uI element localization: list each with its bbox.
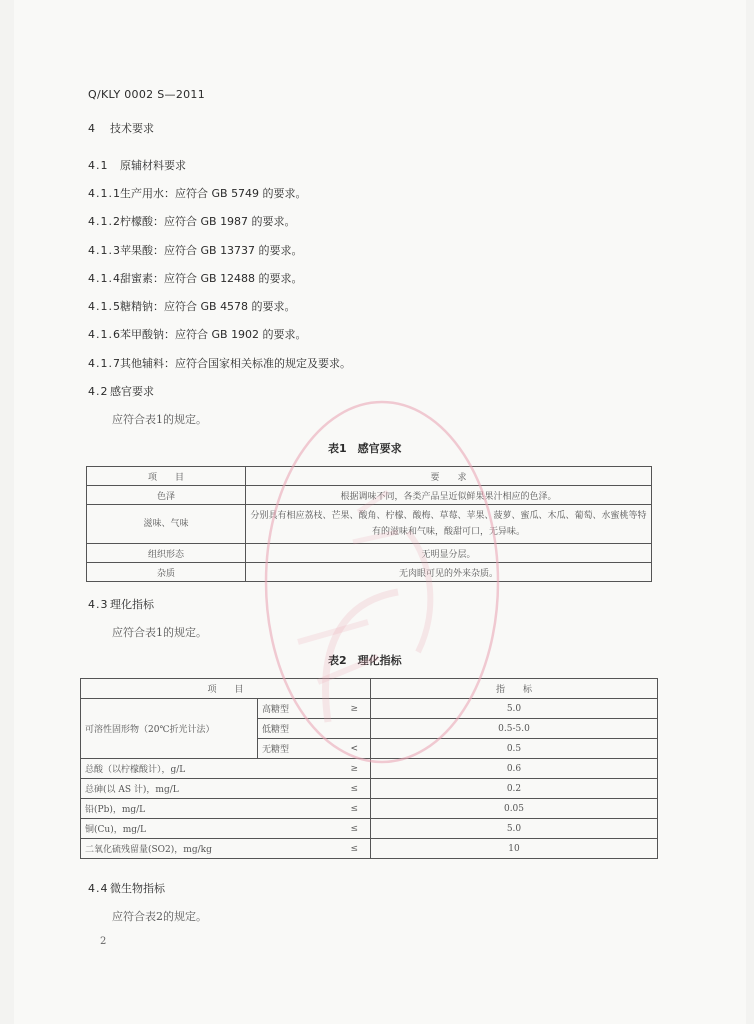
- table-cell: 根据调味不同，各类产品呈近似鲜果果汁相应的色泽。: [246, 486, 652, 505]
- section-4-4-heading: 4.4 微生物指标: [88, 882, 165, 895]
- clause-4-1-2: 4.1.2柠檬酸：应符合 GB 1987 的要求。: [88, 215, 296, 228]
- table-cell: ≤: [338, 799, 371, 819]
- table-cell: 滋味、气味: [87, 505, 246, 544]
- table-cell: 无肉眼可见的外来杂质。: [246, 563, 652, 582]
- section-4-2-heading: 4.2 感官要求: [88, 385, 154, 398]
- section-4-heading: 4 技术要求: [88, 122, 154, 135]
- standard-number: Q/KLY 0002 S—2011: [88, 88, 206, 101]
- table-cell: 10: [371, 839, 658, 859]
- table-header-cell: 项 目: [81, 679, 371, 699]
- sensory-table: [86, 466, 652, 582]
- clause-4-1-4: 4.1.4甜蜜素：应符合 GB 12488 的要求。: [88, 272, 303, 285]
- table-cell: 0.5: [371, 739, 658, 759]
- table-cell: 铜(Cu)，mg/L: [81, 819, 339, 839]
- table-row: [81, 779, 658, 799]
- table-row: [81, 699, 658, 719]
- table-cell: 5.0: [371, 819, 658, 839]
- table-header-cell: 要 求: [246, 467, 652, 486]
- table-row: [81, 819, 658, 839]
- clause-4-1-7: 4.1.7其他辅料：应符合国家相关标准的规定及要求。: [88, 357, 351, 370]
- table-cell: 杂质: [87, 563, 246, 582]
- table-row: [87, 544, 652, 563]
- table-cell: 0.2: [371, 779, 658, 799]
- table-row: [87, 563, 652, 582]
- table-cell: 铅(Pb)，mg/L: [81, 799, 339, 819]
- table-cell: 0.5-5.0: [371, 719, 658, 739]
- table-1-caption: 表1 感官要求: [328, 442, 402, 455]
- table-row: [81, 839, 658, 859]
- table-header-row: [81, 679, 658, 699]
- section-4-3-heading: 4.3 理化指标: [88, 598, 154, 611]
- table-cell: 色泽: [87, 486, 246, 505]
- clause-4-1-5: 4.1.5糖精钠：应符合 GB 4578 的要求。: [88, 300, 296, 313]
- table-cell: 二氧化硫残留量(SO2)，mg/kg: [81, 839, 339, 859]
- table-row: [81, 759, 658, 779]
- table-cell: <: [338, 739, 371, 759]
- table-cell: ≥: [338, 699, 371, 719]
- table-header-cell: 指 标: [371, 679, 658, 699]
- clause-4-1-1: 4.1.1生产用水：应符合 GB 5749 的要求。: [88, 187, 307, 200]
- table-cell: 分别具有相应荔枝、芒果、酸角、柠檬、酸梅、草莓、苹果、菠萝、蜜瓜、木瓜、葡萄、水蜜桃等特有的滋味和气味，酸甜可口，无异味。: [246, 505, 652, 544]
- table-cell: 组织形态: [87, 544, 246, 563]
- table-cell: 总酸（以柠檬酸计），g/L: [81, 759, 339, 779]
- clause-4-1-3: 4.1.3苹果酸：应符合 GB 13737 的要求。: [88, 244, 303, 257]
- table-row: [87, 505, 652, 544]
- physicochemical-table: [80, 678, 658, 859]
- section-4-3-paragraph: 应符合表1的规定。: [112, 626, 207, 639]
- table-cell: 低糖型: [258, 719, 339, 739]
- table-cell: 高糖型: [258, 699, 339, 719]
- clause-4-1-6: 4.1.6苯甲酸钠：应符合 GB 1902 的要求。: [88, 328, 307, 341]
- table-cell: 无明显分层。: [246, 544, 652, 563]
- table-cell: ≤: [338, 839, 371, 859]
- table-cell: ≤: [338, 819, 371, 839]
- table-cell: [338, 719, 371, 739]
- table-cell: 5.0: [371, 699, 658, 719]
- table-row: [81, 799, 658, 819]
- table-header-row: [87, 467, 652, 486]
- page-number: 2: [100, 936, 107, 947]
- table-row: [87, 486, 652, 505]
- table-cell: 总砷(以 AS 计)，mg/L: [81, 779, 339, 799]
- table-cell: 可溶性固形物（20℃折光计法）: [81, 699, 258, 759]
- table-cell: 0.05: [371, 799, 658, 819]
- table-2-caption: 表2 理化指标: [328, 654, 402, 667]
- table-cell: ≥: [338, 759, 371, 779]
- section-4-2-paragraph: 应符合表1的规定。: [112, 413, 207, 426]
- section-4-4-paragraph: 应符合表2的规定。: [112, 910, 207, 923]
- section-4-1-heading: 4.1 原辅材料要求: [88, 159, 186, 172]
- table-header-cell: 项 目: [87, 467, 246, 486]
- table-cell: 无糖型: [258, 739, 339, 759]
- table-cell: 0.6: [371, 759, 658, 779]
- table-cell: ≤: [338, 779, 371, 799]
